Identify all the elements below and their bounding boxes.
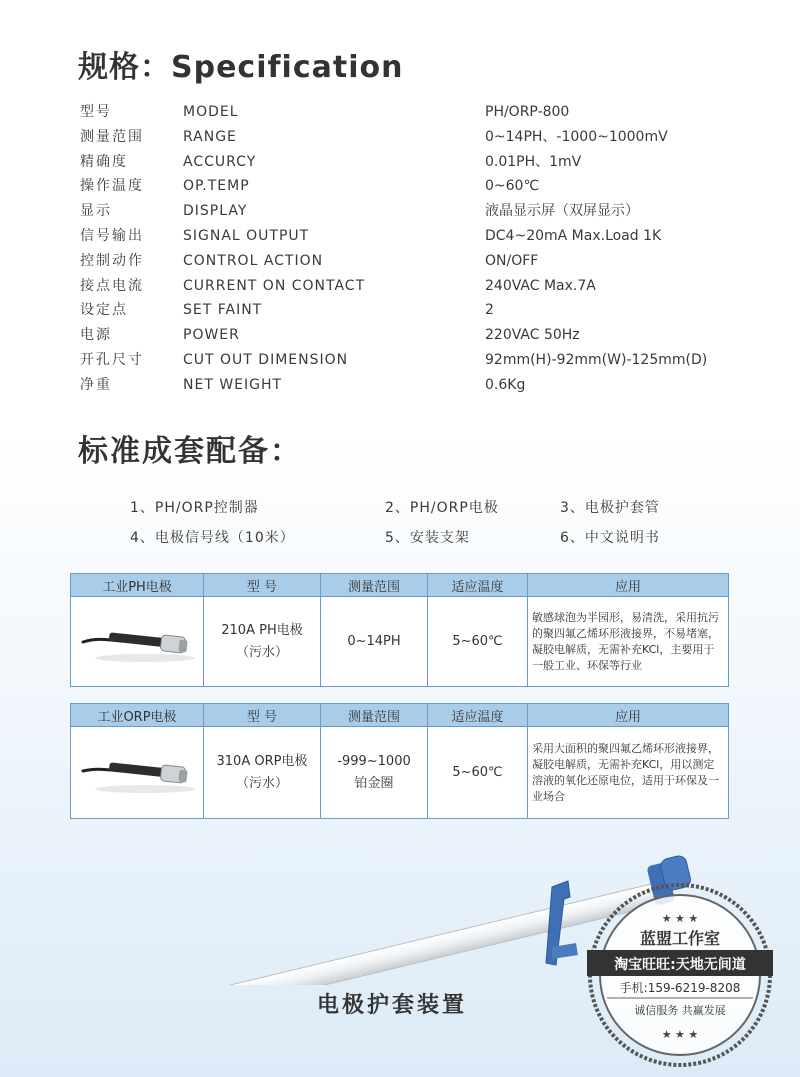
spec-row [80,298,720,323]
spec-row [80,323,720,348]
spec-zh: 信号输出 [80,227,144,244]
spec-en: OP.TEMP [183,178,250,195]
spec-zh: 电源 [80,327,112,344]
svg-text:★ ★ ★: ★ ★ ★ [661,1028,699,1041]
table-header: 测量范围 [321,704,428,727]
spec-value: PH/ORP-800 [485,104,570,120]
orp-temp: 5~60℃ [428,727,528,819]
orp-application: 采用大面积的聚四氟乙烯环形液接界，凝胶电解质，无需补充KCl，用以测定溶液的氧化还原电位，适用于环保及一业场合 [528,727,729,819]
table-header: 适应温度 [428,704,528,727]
orp-range-note: 铂金圈 [354,775,394,791]
ph-application: 敏感球泡为半园形，易清洗，采用抗污的聚四氟乙烯环形液接界，不易堵塞，凝胶电解质，无需补充KCl，主要用于一般工业、环保等行业 [528,597,729,687]
table-header: 型 号 [204,574,321,597]
spec-value: ON/OFF [485,252,539,269]
kit-item: 3、电极护套管 [560,500,660,516]
spec-value: 240VAC Max.7A [485,277,596,294]
spec-row [80,224,720,249]
stamp-line4: 诚信服务 共赢发展 [634,1004,726,1017]
ph-electrode-image [75,610,200,670]
kit-item: 5、安装支架 [385,530,470,546]
table-header: 工业PH电极 [71,574,204,597]
spec-zh: 精确度 [80,153,128,170]
orp-electrode-image [71,727,204,819]
spec-en: ACCURCY [183,153,257,170]
table-header: 工业ORP电极 [71,704,204,727]
spec-row [80,348,720,373]
spec-en: MODEL [183,104,239,120]
spec-zh: 显示 [80,203,112,220]
spec-en: CUT OUT DIMENSION [183,351,349,368]
table-header: 应用 [528,574,729,597]
orp-model-note: （污水） [235,775,288,791]
ph-electrode-image [71,597,204,687]
spec-zh: 控制动作 [80,252,144,269]
sheath-caption: 电极护套装置 [317,993,468,1018]
orp-model-cell [204,727,321,819]
orp-electrode-table [70,703,729,819]
spec-zh: 设定点 [80,302,128,319]
spec-value: 0~14PH、-1000~1000mV [485,128,668,145]
kit-item: 4、电极信号线（10米） [130,530,295,546]
spec-en: DISPLAY [183,203,248,220]
spec-value: 液晶显示屏（双屏显示） [485,203,639,220]
ph-range: 0~14PH [321,597,428,687]
spec-zh: 开孔尺寸 [80,351,144,368]
spec-row [80,373,720,398]
spec-value: 92mm(H)-92mm(W)-125mm(D) [485,351,708,368]
orp-range: -999~1000 [337,753,411,769]
spec-en: NET WEIGHT [183,376,283,393]
kit-item: 1、PH/ORP控制器 [130,500,259,516]
spec-en: SIGNAL OUTPUT [183,227,310,244]
ph-electrode-table [70,573,729,687]
spec-zh: 型号 [80,104,112,120]
spec-row [80,274,720,299]
spec-row [80,100,720,125]
ph-model-name: 210A PH电极 [221,622,303,638]
spec-zh: 接点电流 [80,277,144,294]
kit-item: 2、PH/ORP电极 [385,500,499,516]
orp-model-name: 310A ORP电极 [216,753,308,769]
orp-electrode-image [75,741,200,801]
table-header: 测量范围 [321,574,428,597]
spec-zh: 测量范围 [80,128,144,145]
kit-item: 6、中文说明书 [560,530,660,546]
ph-model-cell [204,597,321,687]
spec-value: 0~60℃ [485,178,540,195]
spec-en: CONTROL ACTION [183,252,324,269]
table-header: 型 号 [204,704,321,727]
svg-text:★ ★ ★: ★ ★ ★ [661,912,699,925]
table-header: 适应温度 [428,574,528,597]
spec-zh: 净重 [80,376,112,393]
spec-zh: 操作温度 [80,178,144,195]
spec-row [80,174,720,199]
spec-title: 规格：Specification [78,50,404,85]
spec-row [80,150,720,175]
spec-en: SET FAINT [183,302,263,319]
spec-row [80,199,720,224]
spec-row [80,249,720,274]
spec-value: 220VAC 50Hz [485,327,580,344]
spec-value: 0.6Kg [485,376,526,393]
ph-temp: 5~60℃ [428,597,528,687]
stamp-line3: 手机:159-6219-8208 [619,981,741,995]
stamp-line1: 蓝盟工作室 [639,929,721,948]
spec-value: 2 [485,302,494,319]
spec-table [80,100,720,398]
table-header: 应用 [528,704,729,727]
spec-en: RANGE [183,128,237,145]
standard-kit-title: 标准成套配备： [78,434,302,469]
ph-model-note: （污水） [235,644,288,660]
stamp-line2: 淘宝旺旺:天地无间道 [614,957,746,973]
spec-value: 0.01PH、1mV [485,153,582,170]
spec-row [80,125,720,150]
stamp-watermark [585,880,775,1070]
spec-en: POWER [183,327,240,344]
spec-value: DC4~20mA Max.Load 1K [485,227,662,244]
spec-en: CURRENT ON CONTACT [183,277,366,294]
orp-range-cell [321,727,428,819]
